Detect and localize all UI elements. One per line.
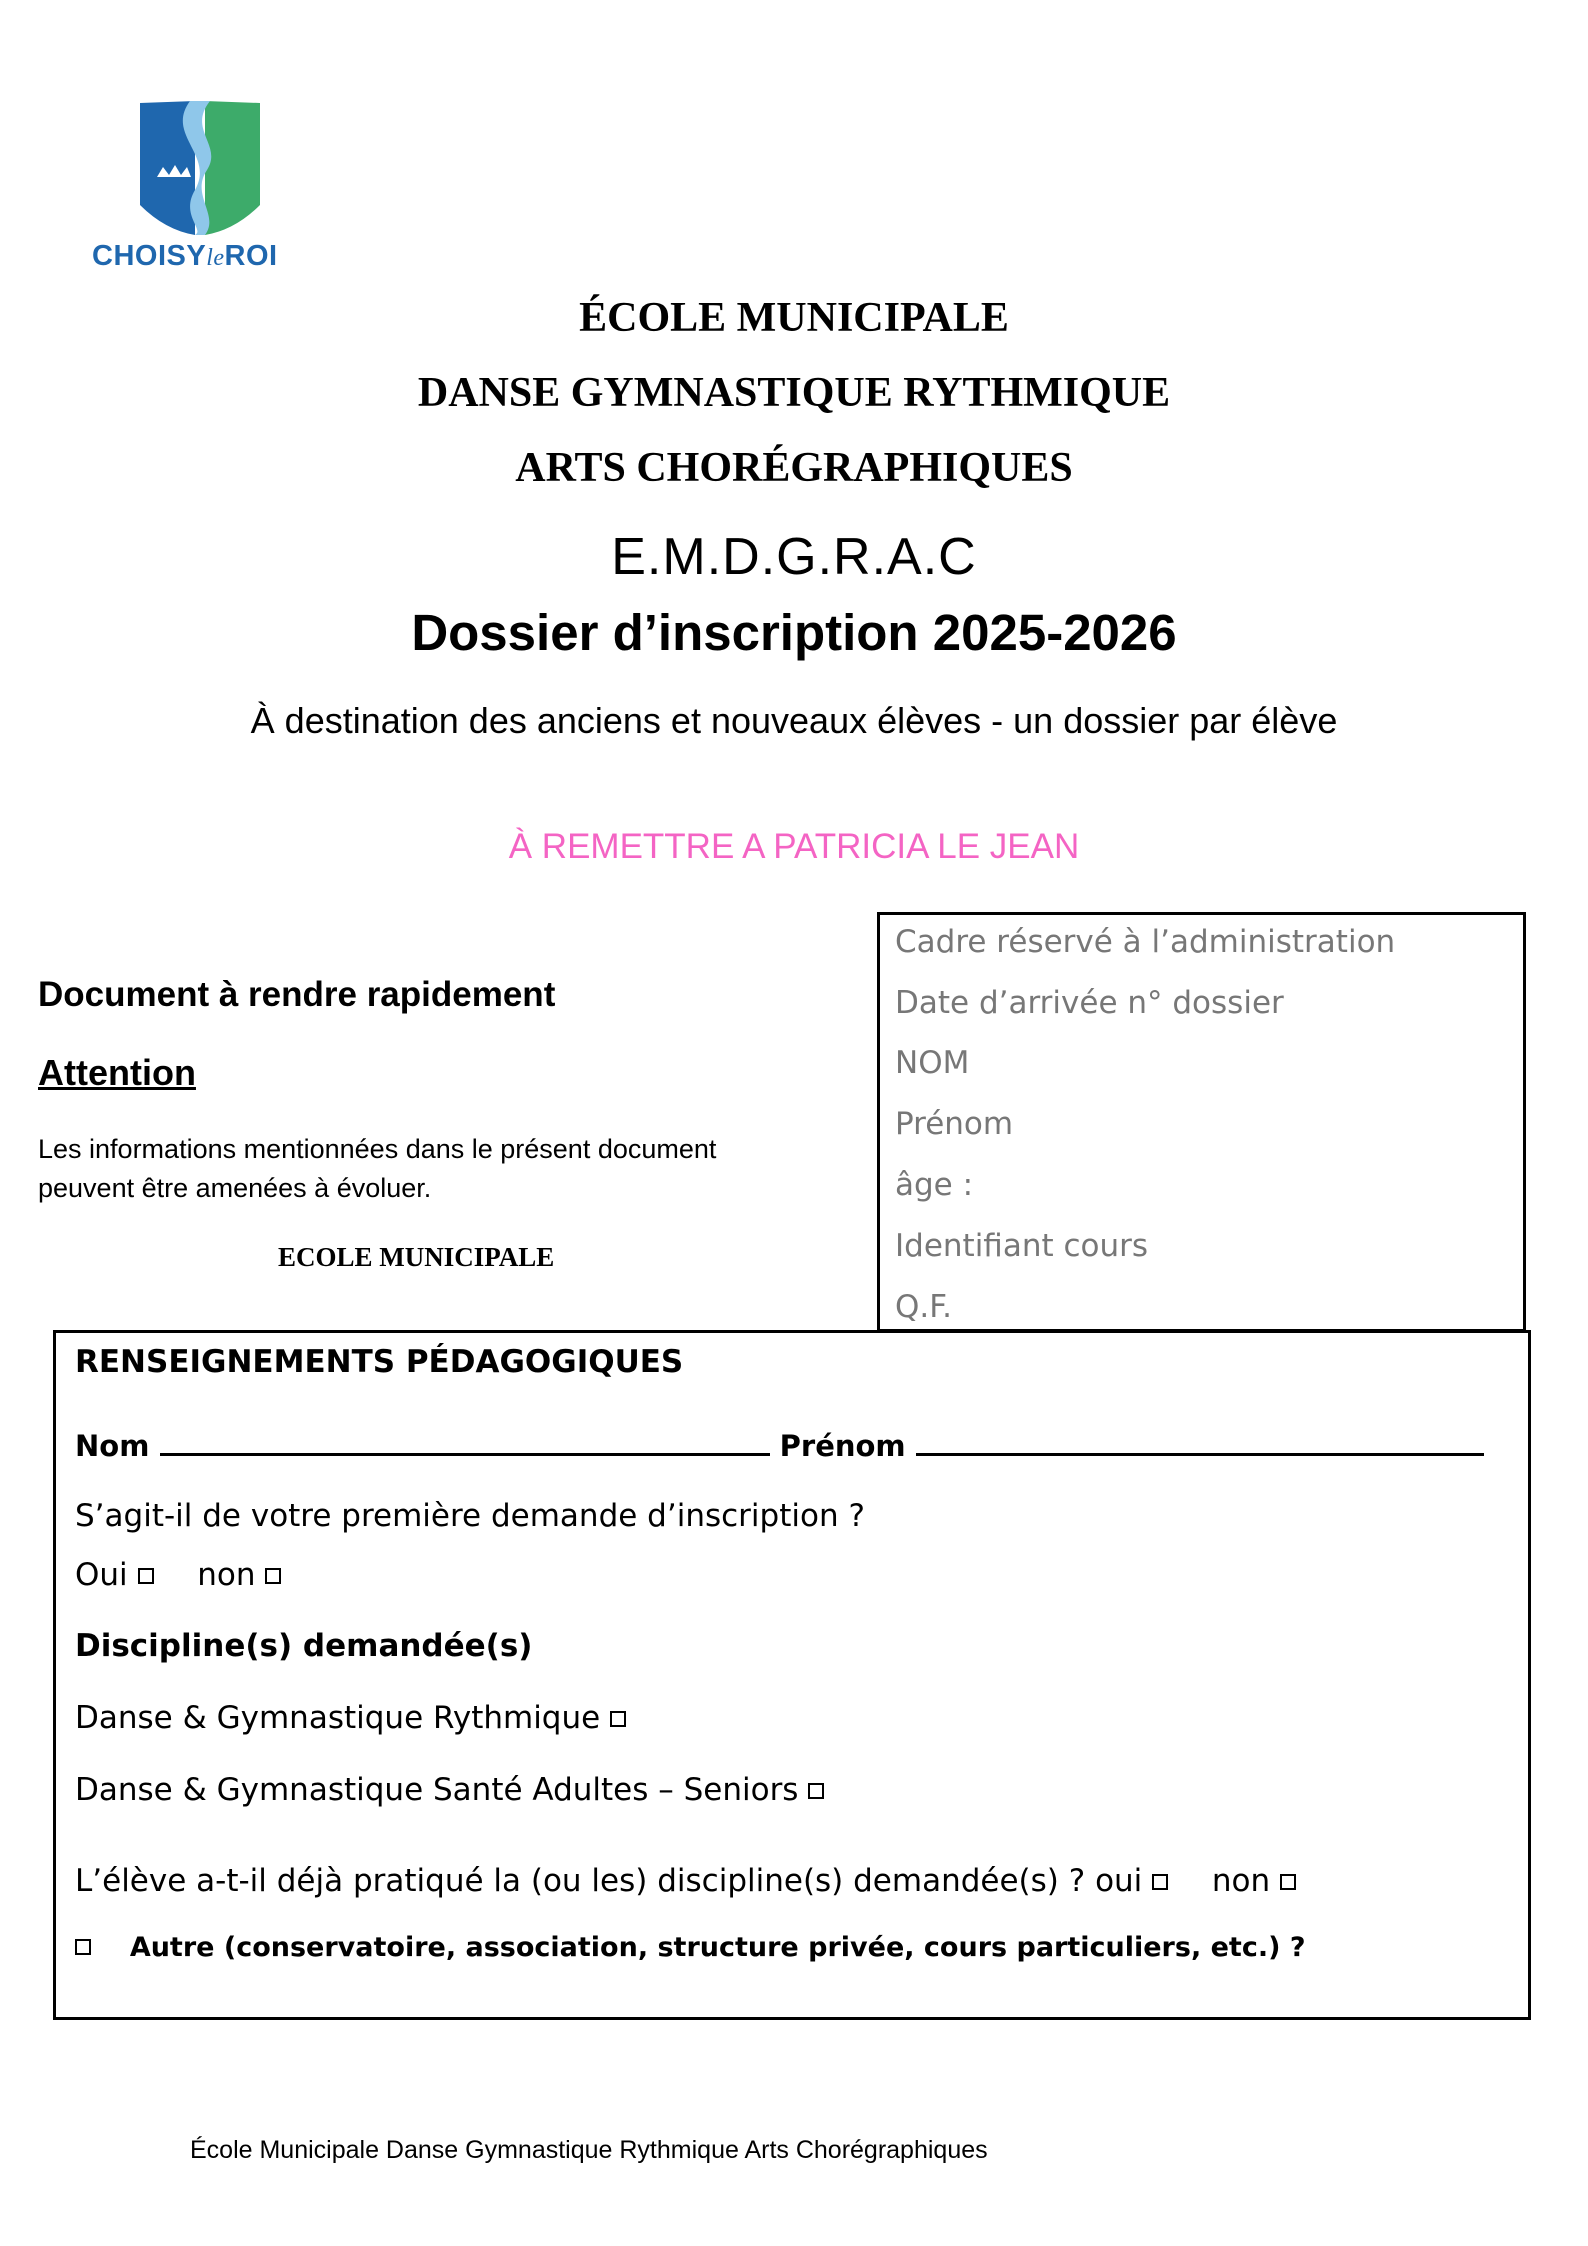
prenom-label: Prénom <box>779 1429 906 1463</box>
discipline-1-checkbox[interactable] <box>610 1711 626 1727</box>
pratique-row <box>75 1863 1296 1899</box>
admin-field-identifiant: Identifiant cours <box>895 1228 1149 1264</box>
admin-title: Cadre réservé à l’administration <box>895 924 1396 960</box>
discipline-1-row <box>75 1700 626 1736</box>
header-line-3: ARTS CHORÉGRAPHIQUES <box>515 445 1073 491</box>
ecole-municipale-label: ECOLE MUNICIPALE <box>278 1242 555 1272</box>
pratique-oui-checkbox[interactable] <box>1152 1874 1168 1890</box>
prenom-field[interactable] <box>916 1427 1484 1456</box>
disciplines-title: Discipline(s) demandée(s) <box>75 1628 533 1664</box>
footer: École Municipale Danse Gymnastique Rythmique Arts Chorégraphiques <box>190 2136 988 2164</box>
admin-field-date: Date d’arrivée n° dossier <box>895 985 1284 1021</box>
pratique-question: L’élève a-t-il déjà pratiqué la (ou les) discipline(s) demandée(s) ? <box>75 1863 1086 1899</box>
oui-label: Oui <box>75 1557 128 1593</box>
autre-label: Autre (conservatoire, association, structure privée, cours particuliers, etc.) ? <box>129 1932 1306 1963</box>
pratique-non-checkbox[interactable] <box>1280 1874 1296 1890</box>
non-checkbox[interactable] <box>265 1568 281 1584</box>
header-line-2: DANSE GYMNASTIQUE RYTHMIQUE <box>417 370 1171 416</box>
admin-field-qf: Q.F. <box>895 1289 952 1325</box>
page-subtitle: À destination des anciens et nouveaux élèves - un dossier par élève <box>250 700 1338 741</box>
info-text-line-1: Les informations mentionnées dans le présent document <box>38 1134 717 1164</box>
logo-shield-green <box>205 101 260 235</box>
logo-wordmark: CHOISYleROI <box>92 240 278 272</box>
school-code: E.M.D.G.R.A.C <box>611 528 977 586</box>
discipline-2-label: Danse & Gymnastique Santé Adultes – Seniors <box>75 1772 799 1808</box>
premiere-demande-options <box>75 1557 281 1593</box>
discipline-1-label: Danse & Gymnastique Rythmique <box>75 1700 601 1736</box>
info-text-line-2: peuvent être amenées à évoluer. <box>38 1173 432 1203</box>
document-a-rendre: Document à rendre rapidement <box>38 975 556 1014</box>
header-line-1: ÉCOLE MUNICIPALE <box>579 295 1009 341</box>
admin-field-age: âge : <box>895 1167 974 1203</box>
admin-field-nom: NOM <box>895 1045 970 1081</box>
oui-checkbox[interactable] <box>138 1568 154 1584</box>
autre-checkbox[interactable] <box>75 1939 91 1955</box>
remettre-notice: À REMETTRE A PATRICIA LE JEAN <box>508 827 1080 866</box>
discipline-2-checkbox[interactable] <box>808 1783 824 1799</box>
nom-label: Nom <box>75 1429 150 1463</box>
nom-prenom-row <box>75 1427 1484 1463</box>
discipline-2-row <box>75 1772 824 1808</box>
pratique-non-label: non <box>1211 1863 1271 1899</box>
non-label: non <box>197 1557 256 1593</box>
renseignements-title: RENSEIGNEMENTS PÉDAGOGIQUES <box>75 1344 684 1380</box>
premiere-demande-question: S’agit-il de votre première demande d’inscription ? <box>75 1498 865 1534</box>
pratique-oui-label: oui <box>1095 1863 1143 1899</box>
admin-field-prenom: Prénom <box>895 1106 1014 1142</box>
nom-field[interactable] <box>160 1427 770 1456</box>
attention-heading: Attention <box>38 1052 196 1093</box>
autre-row <box>75 1932 1306 1963</box>
page-title: Dossier d’inscription 2025-2026 <box>411 604 1177 661</box>
